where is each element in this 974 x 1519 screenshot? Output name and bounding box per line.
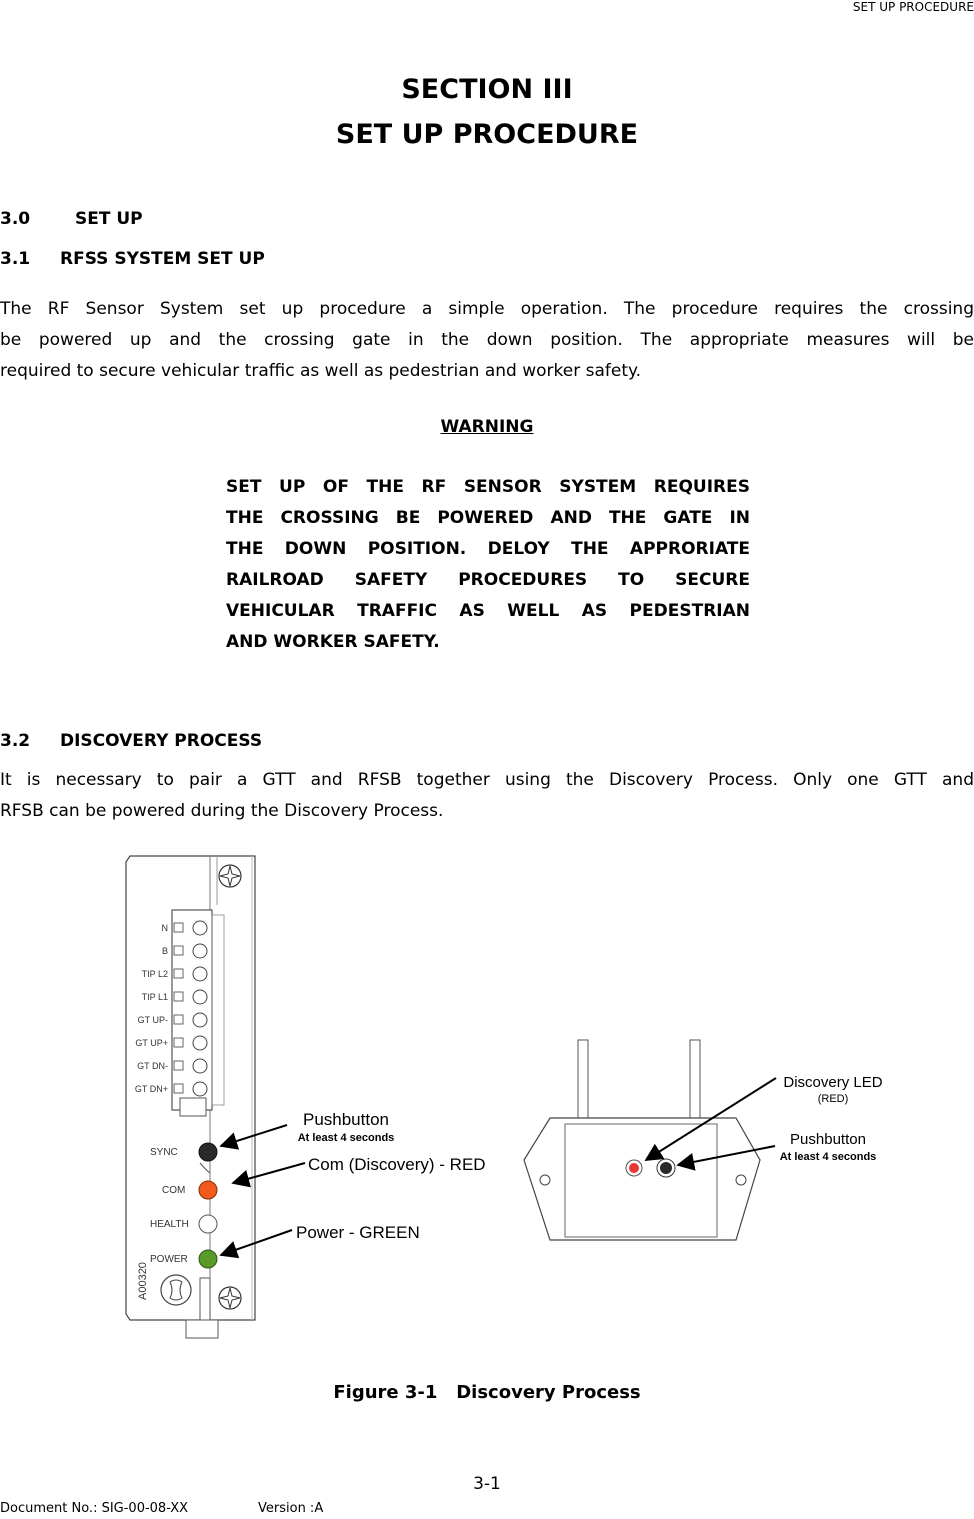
com-label: COM <box>162 1185 186 1196</box>
page-number: 3-1 <box>473 1474 501 1494</box>
discovery-led <box>629 1163 639 1173</box>
paragraph-line: The RF Sensor System set up procedure a simple operation. The procedure requires the crossing <box>0 299 974 319</box>
footer-version: Version :A <box>258 1501 324 1516</box>
heading-3-0-title: SET UP <box>75 209 143 229</box>
health-led <box>199 1215 217 1233</box>
callout-pushbutton-left-note: At least 4 seconds <box>297 1132 395 1144</box>
warning-body <box>226 472 750 658</box>
section-title-line2: SET UP PROCEDURE <box>335 119 639 150</box>
callout-pushbutton-left: Pushbutton <box>302 1110 390 1129</box>
warning-line: SET UP OF THE RF SENSOR SYSTEM REQUIRES <box>226 477 750 497</box>
heading-3-1-title: RFSS SYSTEM SET UP <box>60 249 265 269</box>
screw-icon <box>219 865 241 887</box>
gtt-module <box>126 856 255 1338</box>
section-title-line1: SECTION III <box>401 74 573 105</box>
rfsb-pushbutton[interactable] <box>660 1162 672 1174</box>
callout-com-discovery: Com (Discovery) - RED <box>308 1155 486 1174</box>
terminal-label: TIP L2 <box>141 969 168 979</box>
paragraph-line: be powered up and the crossing gate in the down position. The appropriate measures will be <box>0 330 974 350</box>
terminal-label: TIP L1 <box>141 992 168 1002</box>
callout-power-green: Power - GREEN <box>296 1223 420 1242</box>
rfsb-module <box>524 1040 760 1240</box>
heading-3-1-number: 3.1 <box>0 249 31 269</box>
paragraph-3-2 <box>0 765 974 827</box>
terminal-label: GT UP+ <box>135 1038 168 1048</box>
figure-caption-title: Discovery Process <box>456 1382 641 1403</box>
health-label: HEALTH <box>150 1219 189 1230</box>
warning-line: THE DOWN POSITION. DELOY THE APPRORIATE <box>226 539 750 559</box>
paragraph-line: required to secure vehicular traffic as well as pedestrian and worker safety. <box>0 361 642 381</box>
paragraph-line: It is necessary to pair a GTT and RFSB together using the Discovery Process. Only one GTT and <box>0 770 974 790</box>
terminal-label: N <box>161 923 168 933</box>
heading-3-2-number: 3.2 <box>0 731 31 751</box>
part-number: A00320 <box>137 1262 149 1300</box>
discovery-figure <box>0 845 974 1345</box>
com-led <box>199 1181 217 1199</box>
callout-pushbutton-right-note: At least 4 seconds <box>779 1151 877 1163</box>
power-led <box>199 1250 217 1268</box>
callout-discovery-led: Discovery LED <box>783 1074 883 1091</box>
callout-pushbutton-right: Pushbutton <box>790 1131 866 1148</box>
terminal-label: GT UP- <box>137 1015 168 1025</box>
warning-title-text: WARNING <box>440 417 534 437</box>
warning-line: AND WORKER SAFETY. <box>226 632 440 652</box>
warning-line: RAILROAD SAFETY PROCEDURES TO SECURE <box>226 570 750 590</box>
terminal-label: GT DN+ <box>134 1084 168 1094</box>
running-header: SET UP PROCEDURE <box>852 0 974 14</box>
sync-label: SYNC <box>150 1147 178 1158</box>
footer-document-number: Document No.: SIG-00-08-XX <box>0 1501 189 1516</box>
warning-line: VEHICULAR TRAFFIC AS WELL AS PEDESTRIAN <box>226 601 750 621</box>
paragraph-line: RFSB can be powered during the Discovery Process. <box>0 801 444 821</box>
heading-3-0-number: 3.0 <box>0 209 31 229</box>
sync-pushbutton[interactable] <box>199 1143 217 1161</box>
paragraph-3-1 <box>0 294 974 387</box>
terminal-label: GT DN- <box>137 1061 168 1071</box>
warning-line: THE CROSSING BE POWERED AND THE GATE IN <box>226 508 750 528</box>
heading-3-2-title: DISCOVERY PROCESS <box>60 731 263 751</box>
terminal-label: B <box>161 946 168 956</box>
screw-icon <box>219 1287 241 1309</box>
callout-discovery-led-note: (RED) <box>817 1093 849 1105</box>
power-label: POWER <box>150 1254 188 1265</box>
figure-caption-label: Figure 3-1 <box>333 1382 438 1403</box>
figure-caption <box>0 1382 974 1403</box>
warning-title <box>0 417 974 437</box>
